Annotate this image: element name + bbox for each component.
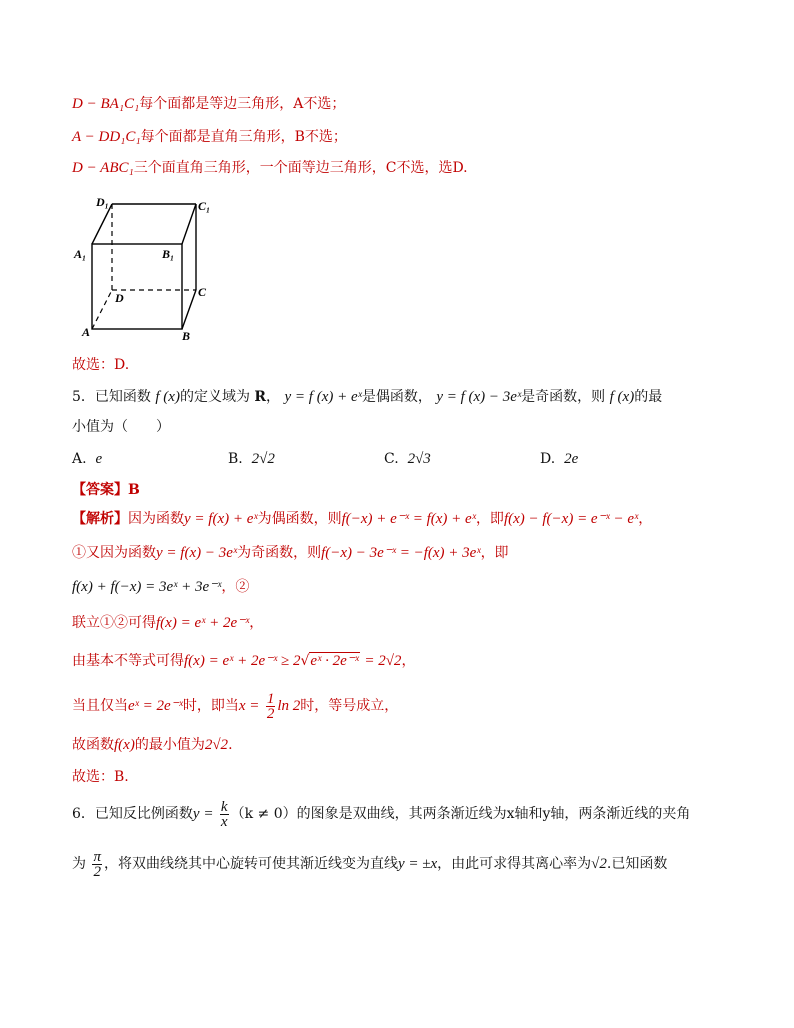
step-text: 因为函数 [128, 511, 184, 527]
label-d1: D₁ [96, 195, 109, 209]
option-value: 2√3 [407, 451, 431, 467]
option-label: D. [540, 451, 556, 467]
q6-line-2 [72, 848, 667, 880]
q5-domain: R [254, 389, 267, 405]
q5-stem-line-1 [72, 388, 662, 406]
step-text: 时，等号成立， [300, 698, 399, 714]
step-text: 时，即当 [182, 698, 239, 714]
frac-den: 2 [266, 705, 275, 722]
q6-text: ，由此可求得其离心率为 [437, 856, 592, 872]
step-expr: f(−x) − 3e⁻ˣ = −f(x) + 3eˣ [321, 545, 481, 561]
q5-text: ， [266, 389, 281, 405]
q6-expr: √2 [591, 856, 607, 872]
step-expr: f(x) = eˣ + 2e⁻ˣ [156, 615, 250, 631]
step-expr: f(x) + f(−x) = 3eˣ + 3e⁻ˣ [72, 579, 222, 595]
option-label: B. [228, 451, 243, 467]
q5-fx: f (x) [609, 389, 635, 405]
q6-text: .已知函数 [606, 856, 668, 872]
q5-step-2 [72, 544, 509, 562]
q5-options [72, 450, 632, 470]
answer-value: B [128, 482, 140, 498]
option-value: 2√2 [251, 451, 275, 467]
q5-step-4 [72, 614, 263, 632]
label-a1: A₁ [74, 247, 87, 261]
step-text: ， [401, 653, 416, 669]
frac-num: 1 [266, 690, 275, 707]
step-text: 为奇函数，则 [237, 545, 322, 561]
label-c1: C₁ [198, 199, 211, 213]
cube-figure [72, 192, 232, 342]
frac-num: π [93, 848, 101, 865]
q5-odd-fn: y = f (x) − 3eˣ [436, 389, 522, 405]
q5-text: 是奇函数，则 [521, 389, 606, 405]
step-text: . [228, 737, 233, 753]
solution-text: 三个面直角三角形，一个面等边三角形，C不选，选D. [133, 160, 468, 176]
step-expr: y = f(x) + eˣ [184, 511, 258, 527]
step-text: ，即 [475, 511, 504, 527]
q5-text: 的定义域为 [179, 389, 250, 405]
step-text: ①又因为函数 [72, 545, 156, 561]
label-a: A [82, 325, 91, 339]
step-expr: x = [238, 698, 260, 714]
step-text: ， [249, 615, 264, 631]
label-b: B [182, 329, 191, 342]
solution-text: 每个面都是直角三角形，B不选； [140, 129, 347, 145]
label-b1: B₁ [162, 247, 175, 261]
step-text: ，即 [480, 545, 509, 561]
q5-stem-line-2: 小值为（ ） [72, 419, 170, 435]
answer-tag: 【答案】 [72, 482, 128, 498]
q6-expr: y = [192, 806, 214, 822]
step-text: 联立①②可得 [72, 615, 156, 631]
q5-text: 已知函数 [94, 389, 151, 405]
fraction [92, 850, 102, 879]
option-value: 2e [564, 451, 579, 467]
step-text: 由基本不等式可得 [72, 653, 184, 669]
step-expr: f(x) − f(−x) = e⁻ˣ − eˣ [503, 511, 639, 527]
step-text: ， [638, 511, 653, 527]
tetra-expr: D − ABC₁ [72, 160, 134, 176]
frac-den: 2 [93, 863, 101, 880]
q6-text: 为 [72, 856, 86, 872]
step-text: ，② [221, 579, 250, 595]
step-text: 为偶函数，则 [257, 511, 342, 527]
step-expr: eˣ = 2e⁻ˣ [128, 698, 183, 714]
fraction [266, 692, 276, 721]
step-expr: f(−x) + e⁻ˣ = f(x) + eˣ [341, 511, 476, 527]
q5-step-1 [72, 510, 652, 528]
q6-text: ，将双曲线绕其中心旋转可使其渐近线变为直线 [103, 856, 398, 872]
frac-num: k [220, 798, 228, 815]
solution-text: 每个面都是等边三角形，A不选； [139, 96, 346, 112]
option-c[interactable] [384, 450, 431, 468]
option-b[interactable] [228, 450, 275, 468]
q5-even-fn: y = f (x) + eˣ [284, 389, 362, 405]
fraction [220, 800, 229, 829]
step-expr: 2√2 [204, 737, 229, 753]
step-text: 的最小值为 [134, 737, 205, 753]
step-expr: y = f(x) − 3eˣ [156, 545, 238, 561]
option-a[interactable] [72, 450, 102, 468]
q6-number: 6． [72, 806, 95, 822]
q6-line-1 [72, 798, 690, 830]
step-expr: f(x) [114, 737, 135, 753]
conclusion-prev: 故选：D. [72, 357, 130, 373]
step-expr: f(x) = eˣ + 2e⁻ˣ ≥ 2 [184, 653, 301, 669]
q5-step-7 [72, 736, 233, 754]
step-text: 故函数 [72, 737, 114, 753]
frac-den: x [220, 813, 228, 830]
q5-text: 的最 [634, 389, 663, 405]
q6-text: 已知反比例函数 [94, 806, 193, 822]
tetra-expr: D − BA₁C₁ [72, 96, 140, 112]
step-text: 当且仅当 [72, 698, 128, 714]
step-expr: = 2√2 [364, 653, 402, 669]
sqrt-sign: √ [300, 653, 310, 669]
q5-answer [72, 481, 140, 499]
q5-step-3 [72, 578, 249, 596]
q5-text: 是偶函数， [361, 389, 432, 405]
analysis-tag: 【解析】 [72, 511, 128, 527]
label-c: C [198, 285, 207, 299]
q5-fx: f (x) [155, 389, 180, 405]
option-label: A. [72, 451, 87, 467]
q5-step-6 [72, 690, 398, 722]
solution-line-2 [72, 128, 347, 146]
q6-expr: y = ±x [397, 856, 438, 872]
solution-line-3 [72, 159, 468, 177]
step-expr: ln 2 [277, 698, 301, 714]
option-d[interactable] [540, 450, 578, 468]
q5-conclusion: 故选：B. [72, 769, 129, 785]
solution-line-1 [72, 95, 345, 113]
q5-step-5 [72, 652, 415, 670]
q5-number: 5． [72, 389, 95, 405]
q6-text: 的图象是双曲线，其两条渐近线为x轴和y轴，两条渐近线的夹角 [296, 806, 691, 822]
sqrt-radicand: eˣ · 2e⁻ˣ [310, 653, 359, 669]
option-value: e [95, 451, 103, 467]
label-d: D [115, 291, 124, 305]
option-label: C. [384, 451, 399, 467]
q6-cond: （k ≠ 0） [230, 806, 297, 822]
tetra-expr: A − DD₁C₁ [72, 129, 141, 145]
